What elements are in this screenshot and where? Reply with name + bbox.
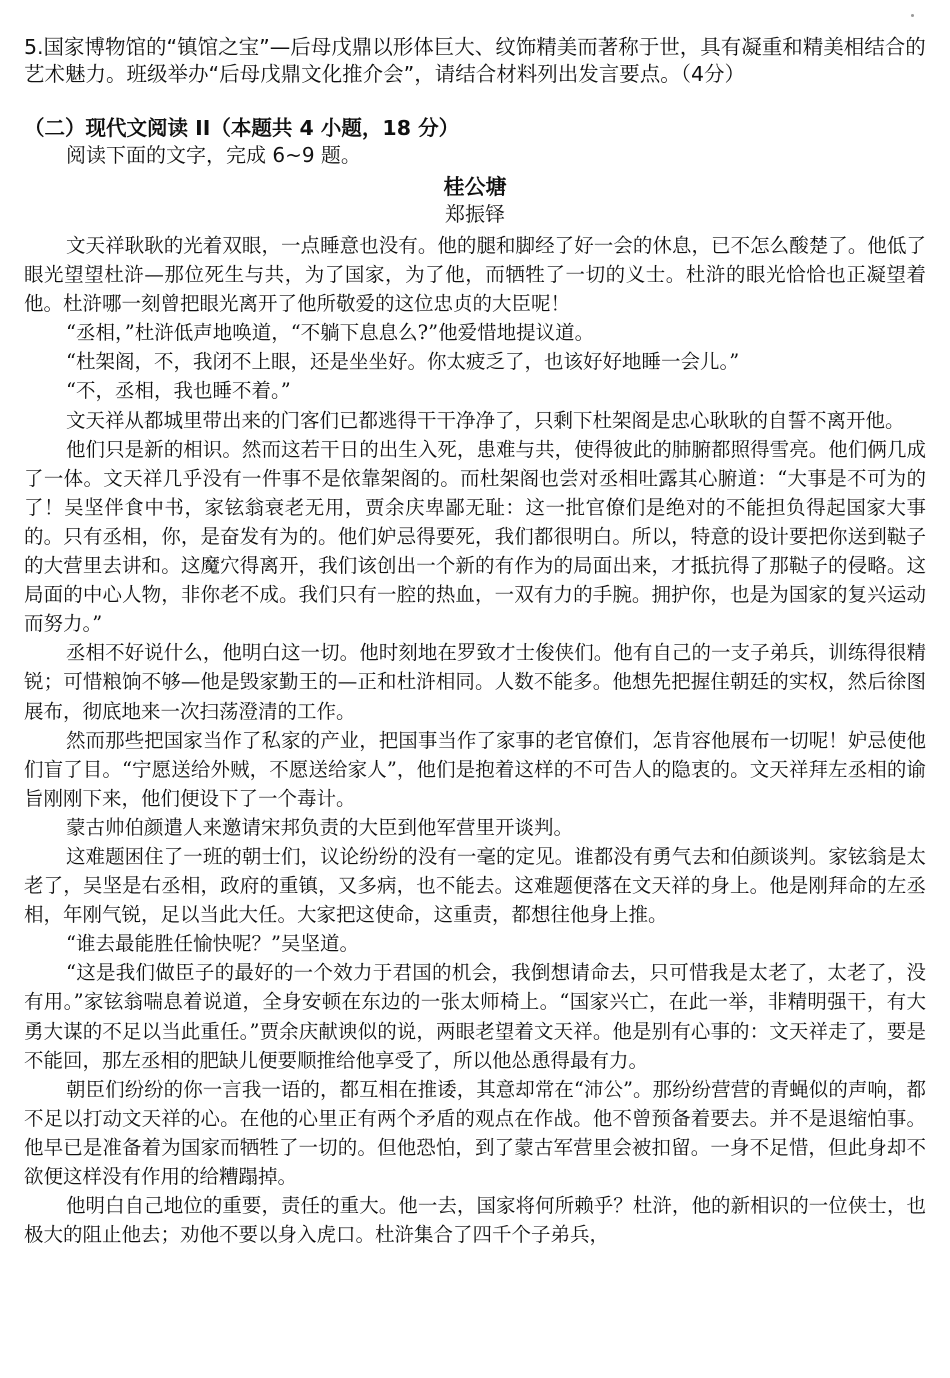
section-heading: （二）现代文阅读 II（本题共 4 小题，18 分）: [24, 116, 460, 140]
paragraph: 这难题困住了一班的朝士们，议论纷纷的没有一毫的定见。谁都没有勇气去和伯颜谈判。家铉翁是太老了，吴坚是右丞相，政府的重镇，又多病，也不能去。这难题便落在文天祥的身上。他是刚拜命的左丞相，年刚气锐，足以当此大任。大家把这使命，这重责，都想往他身上推。: [24, 844, 926, 927]
paragraph: 然而那些把国家当作了私家的产业，把国事当作了家事的老官僚们，怎肯容他展布一切呢！妒忌使他们盲了目。“宁愿送给外贼，不愿送给家人”，他们是抱着这样的不可告人的隐衷的。文天祥拜左丞相的谕旨刚刚下来，他们便设下了一个毒计。: [24, 728, 926, 810]
reading-instruction: 阅读下面的文字，完成 6~9 题。: [66, 143, 361, 167]
paragraph: 他明白自己地位的重要，责任的重大。他一去，国家将何所赖乎？杜浒，他的新相识的一位侠士，也极大的阻止他去；劝他不要以身入虎口。杜浒集合了四千个子弟兵，: [24, 1194, 926, 1247]
article-body: [24, 231, 926, 1249]
paragraph: “谁去最能胜任愉快呢？”吴坚道。: [66, 932, 359, 956]
paragraph: “杜架阁，不，我闭不上眼，还是坐坐好。你太疲乏了，也该好好地睡一会儿。”: [66, 350, 740, 374]
paragraph: 蒙古帅伯颜遣人来邀请宋邦负责的大臣到他军营里开谈判。: [66, 815, 574, 839]
paragraph: “这是我们做臣子的最好的一个效力于君国的机会，我倒想请命去，只可惜我是太老了，太老了，没有用。”家铉翁喘息着说道，全身安顿在东边的一张太师椅上。“国家兴亡，在此一举，非精明强干，有大勇大谋的不足以当此重任。”贾余庆献谀似的说，两眼老望着文天祥。他是别有心事的：文天祥走了，要是不能回，那左丞相的肥缺儿便要顺推给他享受了，所以他怂恿得最有力。: [24, 961, 926, 1072]
article-title: 桂公塘: [443, 175, 507, 199]
article-author: 郑振铎: [445, 202, 505, 226]
paragraph: “不，丞相，我也睡不着。”: [66, 379, 291, 403]
paragraph: 文天祥耿耿的光着双眼，一点睡意也没有。他的腿和脚经了好一会的休息，已不怎么酸楚了。他低了眼光望望杜浒—那位死生与共，为了国家，为了他，而牺牲了一切的义士。杜浒的眼光恰恰也正凝望着他。杜浒哪一刻曾把眼光离开了他所敬爱的这位忠贞的大臣呢！: [24, 234, 926, 316]
paragraph: 朝臣们纷纷的你一言我一语的，都互相在推诿，其意却常在“沛公”。那纷纷营营的青蝇似的声响，都不足以打动文天祥的心。在他的心里正有两个矛盾的观点在作战。他不曾预备着要去。并不是退缩怕事。他早已是准备着为国家而牺牲了一切的。但他恐怕，到了蒙古军营里会被扣留。一身不足惜，但此身却不欲便这样没有作用的给糟蹋掉。: [24, 1077, 926, 1188]
paragraph: 文天祥从都城里带出来的门客们已都逃得干干净净了，只剩下杜架阁是忠心耿耿的自誓不离开他。: [66, 408, 905, 432]
scan-dot: [911, 14, 914, 17]
paragraph: 丞相不好说什么，他明白这一切。他时刻地在罗致才士俊侠们。他有自己的一支子弟兵，训练得很精锐；可惜粮饷不够—他是毁家勤王的—正和杜浒相同。人数不能多。他想先把握住朝廷的实权，然后徐图展布，彻底地来一次扫荡澄清的工作。: [24, 641, 926, 723]
paragraph: 他们只是新的相识。然而这若干日的出生入死，患难与共，使得彼此的肺腑都照得雪亮。他们俩几成了一体。文天祥几乎没有一件事不是依靠架阁的。而杜架阁也尝对丞相吐露其心腑道：“大事是不可为的了！吴坚伴食中书，家铉翁衰老无用，贾余庆卑鄙无耻：这一批官僚们是绝对的不能担负得起国家大事的。只有丞相，你，是奋发有为的。他们妒忌得要死，我们都很明白。所以，特意的设计要把你送到鞑子的大营里去讲和。这魔穴得离开，我们该创出一个新的有作为的局面出来，才抵抗得了那鞑子的侵略。这局面的中心人物，非你老不成。我们只有一腔的热血，一双有力的手腕。拥护你，也是为国家的复兴运动而努力。”: [24, 437, 926, 636]
paragraph: “丞相，”杜浒低声地唤道，“不躺下息息么?”他爱惜地提议道。: [66, 321, 595, 345]
question-5: 5.国家博物馆的“镇馆之宝”—后母戊鼎以形体巨大、纹饰精美而著称于世，具有凝重和精美相结合的艺术魅力。班级举办“后母戊鼎文化推介会”，请结合材料列出发言要点。（4分）: [24, 35, 926, 86]
